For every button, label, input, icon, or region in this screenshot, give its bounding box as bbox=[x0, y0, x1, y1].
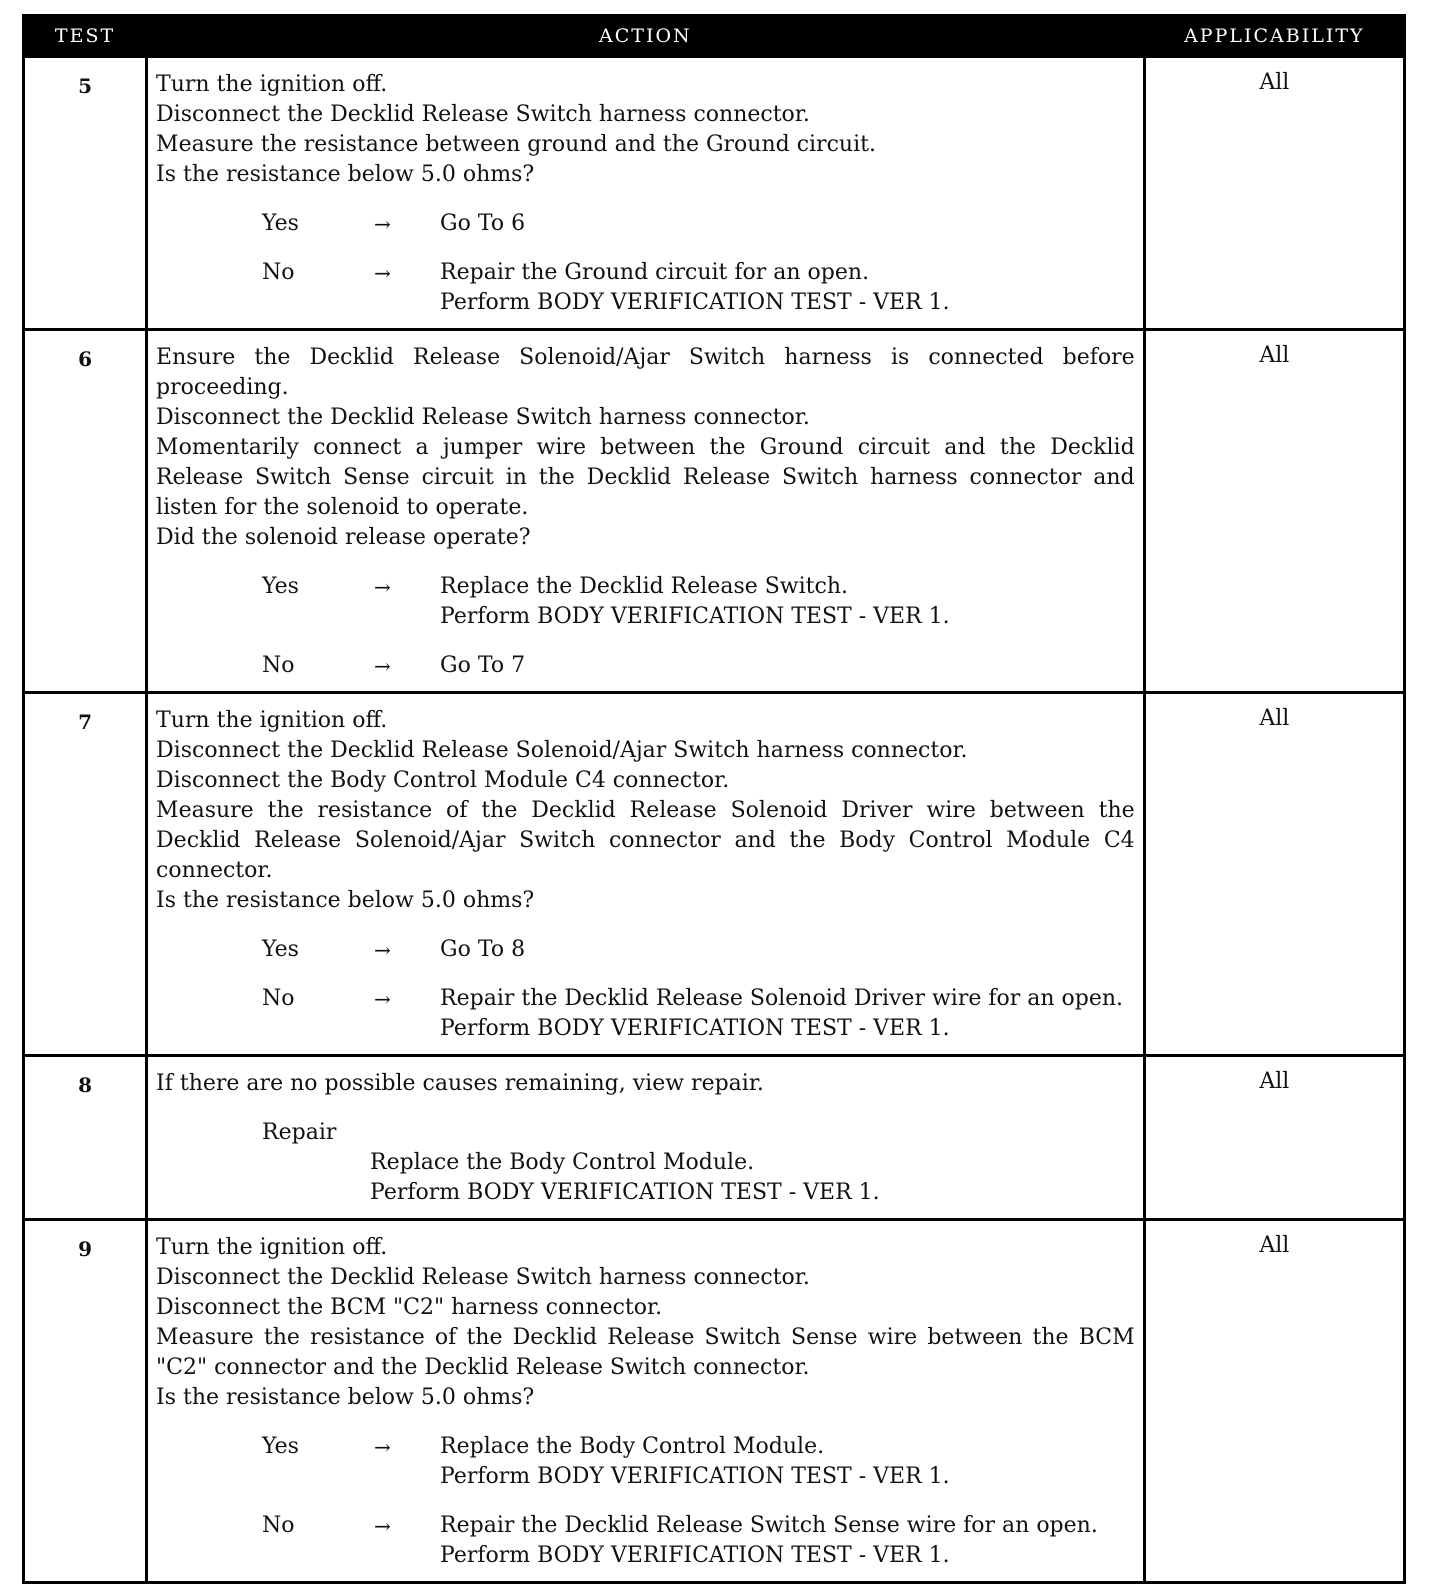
yes-result-line: Perform BODY VERIFICATION TEST - VER 1. bbox=[440, 604, 950, 629]
no-branch bbox=[262, 1511, 1135, 1571]
diagnostic-procedure-table bbox=[22, 14, 1406, 1584]
action-step: Is the resistance below 5.0 ohms? bbox=[156, 1385, 535, 1410]
action-step: Momentarily connect a jumper wire between the Ground circuit and the Decklid Release Switch Sense circuit in the Decklid Release Switch harness connector and listen for the solenoid to operate. bbox=[156, 435, 1135, 520]
action-step: Disconnect the Decklid Release Switch harness connector. bbox=[156, 405, 810, 430]
table-row bbox=[24, 693, 1405, 1056]
arrow-right-icon: → bbox=[374, 261, 391, 285]
yes-result-line: Replace the Decklid Release Switch. bbox=[440, 574, 849, 599]
table-row bbox=[24, 57, 1405, 330]
no-label: No bbox=[262, 1513, 295, 1538]
repair-block bbox=[262, 1118, 1135, 1208]
header-test: TEST bbox=[24, 16, 147, 57]
no-result-line: Perform BODY VERIFICATION TEST - VER 1. bbox=[440, 290, 950, 315]
action-step: Turn the ignition off. bbox=[156, 1235, 388, 1260]
yes-result bbox=[440, 1432, 1135, 1492]
no-result bbox=[440, 651, 1135, 681]
action-cell bbox=[147, 1220, 1145, 1583]
no-branch bbox=[262, 651, 1135, 681]
yes-result-line: Replace the Body Control Module. bbox=[440, 1434, 825, 1459]
no-result-line: Repair the Decklid Release Solenoid Driver wire for an open. bbox=[440, 986, 1124, 1011]
header-applicability: APPLICABILITY bbox=[1144, 16, 1404, 57]
yes-result bbox=[440, 209, 1135, 239]
arrow-right-icon: → bbox=[374, 987, 391, 1011]
table-row bbox=[24, 1220, 1405, 1583]
arrow-right-icon: → bbox=[374, 1514, 391, 1538]
applicability-cell: All bbox=[1144, 1056, 1404, 1220]
no-label: No bbox=[262, 260, 295, 285]
yes-branch bbox=[262, 572, 1135, 632]
action-step: Is the resistance below 5.0 ohms? bbox=[156, 888, 535, 913]
action-step: Measure the resistance of the Decklid Release Solenoid Driver wire between the Decklid Release Solenoid/Ajar Switch connector and the Body Control Module C4 connector. bbox=[156, 798, 1135, 883]
yes-label: Yes bbox=[262, 574, 299, 599]
header-action: ACTION bbox=[147, 16, 1145, 57]
action-cell bbox=[147, 693, 1145, 1056]
yes-label: Yes bbox=[262, 1434, 299, 1459]
no-result-line: Repair the Decklid Release Switch Sense wire for an open. bbox=[440, 1513, 1098, 1538]
action-step: Disconnect the Body Control Module C4 connector. bbox=[156, 768, 730, 793]
yes-label: Yes bbox=[262, 937, 299, 962]
no-branch bbox=[262, 984, 1135, 1044]
repair-label: Repair bbox=[262, 1120, 337, 1145]
no-result-line: Repair the Ground circuit for an open. bbox=[440, 260, 870, 285]
arrow-right-icon: → bbox=[374, 938, 391, 962]
yes-result-line: Perform BODY VERIFICATION TEST - VER 1. bbox=[440, 1464, 950, 1489]
arrow-right-icon: → bbox=[374, 575, 391, 599]
test-number: 8 bbox=[24, 1056, 147, 1220]
action-step: Measure the resistance of the Decklid Release Switch Sense wire between the BCM "C2" connector and the Decklid Release Switch connector. bbox=[156, 1325, 1135, 1380]
arrow-right-icon: → bbox=[374, 212, 391, 236]
table-header-row bbox=[24, 16, 1405, 57]
yes-branch bbox=[262, 209, 1135, 239]
no-branch bbox=[262, 258, 1135, 318]
yes-branch bbox=[262, 935, 1135, 965]
no-result-line: Perform BODY VERIFICATION TEST - VER 1. bbox=[440, 1016, 950, 1041]
arrow-right-icon: → bbox=[374, 654, 391, 678]
yes-label: Yes bbox=[262, 211, 299, 236]
action-step: Disconnect the BCM "C2" harness connector. bbox=[156, 1295, 663, 1320]
action-step: Did the solenoid release operate? bbox=[156, 525, 531, 550]
no-result bbox=[440, 984, 1135, 1044]
applicability-cell: All bbox=[1144, 57, 1404, 330]
action-cell bbox=[147, 1056, 1145, 1220]
yes-result bbox=[440, 572, 1135, 632]
test-number: 9 bbox=[24, 1220, 147, 1583]
table-body bbox=[24, 57, 1405, 1583]
table-row bbox=[24, 330, 1405, 693]
repair-line: Perform BODY VERIFICATION TEST - VER 1. bbox=[370, 1180, 880, 1205]
applicability-cell: All bbox=[1144, 1220, 1404, 1583]
action-cell bbox=[147, 57, 1145, 330]
yes-branch bbox=[262, 1432, 1135, 1492]
no-label: No bbox=[262, 986, 295, 1011]
yes-result bbox=[440, 935, 1135, 965]
action-step: Disconnect the Decklid Release Switch harness connector. bbox=[156, 1265, 810, 1290]
applicability-cell: All bbox=[1144, 330, 1404, 693]
yes-result-line: Go To 8 bbox=[440, 937, 526, 962]
action-cell bbox=[147, 330, 1145, 693]
no-result-line: Perform BODY VERIFICATION TEST - VER 1. bbox=[440, 1543, 950, 1568]
test-number: 6 bbox=[24, 330, 147, 693]
no-label: No bbox=[262, 653, 295, 678]
action-step: Turn the ignition off. bbox=[156, 708, 388, 733]
test-number: 7 bbox=[24, 693, 147, 1056]
no-result bbox=[440, 1511, 1135, 1571]
action-step: Measure the resistance between ground and the Ground circuit. bbox=[156, 132, 876, 157]
action-step: Turn the ignition off. bbox=[156, 72, 388, 97]
no-result-line: Go To 7 bbox=[440, 653, 526, 678]
action-step: Disconnect the Decklid Release Switch harness connector. bbox=[156, 102, 810, 127]
yes-result-line: Go To 6 bbox=[440, 211, 526, 236]
table-row bbox=[24, 1056, 1405, 1220]
action-step: Ensure the Decklid Release Solenoid/Ajar Switch harness is connected before proceeding. bbox=[156, 345, 1135, 400]
test-number: 5 bbox=[24, 57, 147, 330]
action-step: Disconnect the Decklid Release Solenoid/Ajar Switch harness connector. bbox=[156, 738, 968, 763]
action-step: If there are no possible causes remaining, view repair. bbox=[156, 1071, 764, 1096]
applicability-cell: All bbox=[1144, 693, 1404, 1056]
repair-line: Replace the Body Control Module. bbox=[370, 1150, 755, 1175]
action-step: Is the resistance below 5.0 ohms? bbox=[156, 162, 535, 187]
repair-instructions bbox=[370, 1148, 1135, 1208]
arrow-right-icon: → bbox=[374, 1435, 391, 1459]
no-result bbox=[440, 258, 1135, 318]
